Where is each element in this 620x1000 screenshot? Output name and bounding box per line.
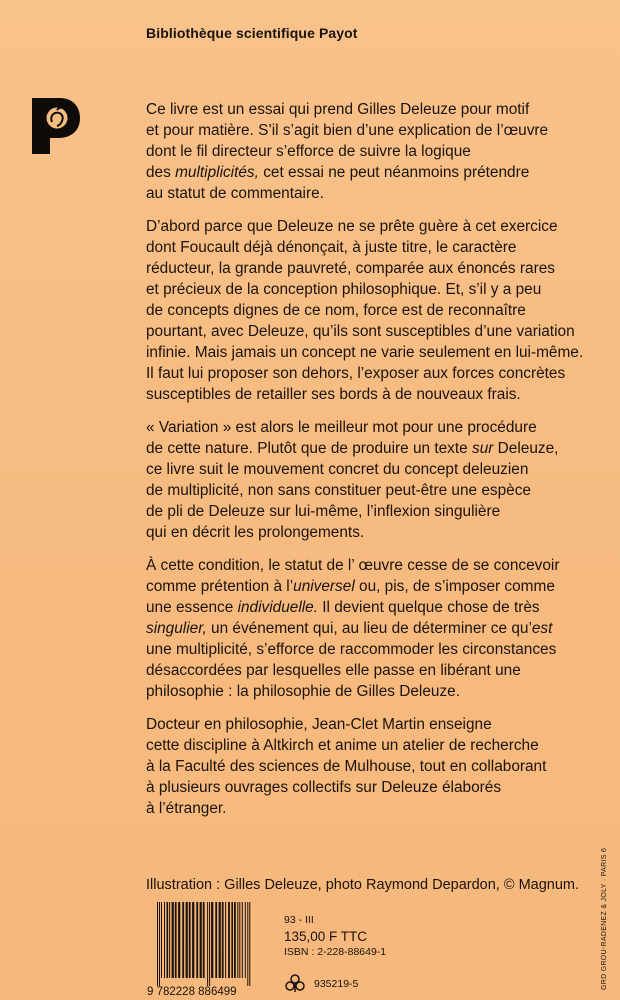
isbn: ISBN : 2-228-88649-1: [284, 946, 387, 958]
italic-text: universel: [293, 578, 355, 595]
text-line: [146, 99, 606, 120]
back-cover-text: [146, 99, 606, 831]
barcode-bar: [182, 902, 184, 978]
barcode-bar: [215, 902, 217, 978]
barcode-bar: [239, 902, 240, 978]
text-line: [146, 597, 606, 618]
text-segment: dont Foucault déjà dénonçait, à juste titre, le caractère: [146, 239, 517, 256]
text-segment: philosophie : la philosophie de Gilles Deleuze.: [146, 683, 460, 700]
text-segment: de multiplicité, non sans constituer peut-être une espèce: [146, 482, 531, 499]
text-segment: À cette condition, le statut de l’ œuvre cesse de se concevoir: [146, 557, 560, 574]
text-segment: une essence: [146, 599, 238, 616]
text-line: [146, 501, 606, 522]
text-segment: et pour matière. S’il s’agit bien d’une explication de l’œuvre: [146, 122, 549, 139]
text-line: [146, 681, 606, 702]
text-segment: une multiplicité, s’efforce de raccommoder les circonstances: [146, 641, 557, 658]
barcode-bar: [242, 902, 243, 978]
paragraph: [146, 216, 606, 405]
text-segment: réducteur, la grande pauvreté, comparée aux énoncés rares: [146, 260, 555, 277]
barcode-bar: [222, 902, 224, 978]
text-segment: à la Faculté des sciences de Mulhouse, tout en collaborant: [146, 758, 547, 775]
classification-code: 93 - III: [284, 914, 314, 926]
text-line: [146, 162, 606, 183]
text-segment: au statut de commentaire.: [146, 185, 324, 202]
publisher-emblem-icon: [284, 973, 306, 993]
text-line: [146, 576, 606, 597]
text-segment: de cette nature. Plutôt que de produire un texte: [146, 440, 472, 457]
barcode-bar: [247, 902, 248, 986]
text-segment: Deleuze,: [493, 440, 559, 457]
text-segment: à plusieurs ouvrages collectifs sur Deleuze élaborés: [146, 779, 502, 796]
barcode-number: 9 782228 886499: [147, 986, 237, 998]
text-line: [146, 183, 606, 204]
barcode-bar: [211, 902, 213, 978]
price-block: [284, 913, 386, 960]
barcode-bar: [196, 902, 198, 978]
barcode-bar: [186, 902, 188, 978]
paragraph: [146, 417, 606, 543]
barcode-bar: [245, 902, 246, 978]
barcode-bar: [203, 902, 205, 978]
text-line: [146, 756, 606, 777]
barcode-bar: [189, 902, 191, 978]
text-line: [146, 660, 606, 681]
text-line: [146, 480, 606, 501]
text-line: [146, 300, 606, 321]
text-segment: cette discipline à Altkirch et anime un atelier de recherche: [146, 737, 539, 754]
payot-p-logo-icon: [28, 96, 82, 156]
barcode-bar: [169, 902, 170, 978]
barcode-bar: [231, 902, 233, 978]
text-line: [146, 417, 606, 438]
illustration-credit: Illustration : Gilles Deleuze, photo Raymond Depardon, © Magnum.: [146, 877, 580, 893]
barcode-bar: [159, 902, 160, 986]
text-segment: ce livre suit le mouvement concret du concept deleuzien: [146, 461, 529, 478]
barcode-bar: [164, 902, 165, 978]
barcode-bar: [157, 902, 158, 986]
text-segment: Docteur en philosophie, Jean-Clet Martin enseigne: [146, 716, 492, 733]
barcode: [145, 902, 273, 998]
paragraph: [146, 99, 606, 204]
text-line: [146, 735, 606, 756]
text-segment: cet essai ne peut néanmoins prétendre: [258, 164, 530, 181]
barcode-bar: [161, 902, 162, 978]
text-segment: qui en décrit les prolongements.: [146, 524, 365, 541]
text-line: [146, 438, 606, 459]
printer-credit: GRD GROU-RADENEZ & JOLY · PARIS 6: [601, 847, 608, 990]
text-segment: à l’étranger.: [146, 800, 227, 817]
text-segment: susceptibles de retailler ses bords à de nouveaux frais.: [146, 386, 521, 403]
barcode-bar: [200, 902, 202, 978]
barcode-bar: [249, 902, 250, 986]
series-title: Bibliothèque scientifique Payot: [146, 25, 358, 41]
text-line: [146, 459, 606, 480]
text-line: [146, 342, 606, 363]
text-segment: Il faut lui proposer son dehors, l’exposer aux forces concrètes: [146, 365, 566, 382]
barcode-bar: [175, 902, 177, 978]
text-line: [146, 777, 606, 798]
text-line: [146, 618, 606, 639]
text-line: [146, 555, 606, 576]
paragraph: [146, 714, 606, 819]
text-line: [146, 384, 606, 405]
text-segment: Ce livre est un essai qui prend Gilles Deleuze pour motif: [146, 101, 530, 118]
text-segment: désaccordées par lesquelles elle passe en libérant une: [146, 662, 521, 679]
text-line: [146, 237, 606, 258]
text-line: [146, 279, 606, 300]
text-segment: et précieux de la conception philosophique. Et, s’il y a peu: [146, 281, 542, 298]
text-segment: D’abord parce que Deleuze ne se prête guère à cet exercice: [146, 218, 558, 235]
barcode-bar: [219, 902, 221, 978]
text-segment: « Variation » est alors le meilleur mot pour une procédure: [146, 419, 537, 436]
barcode-bar: [237, 902, 238, 978]
barcode-bar: [178, 902, 180, 978]
text-segment: des: [146, 164, 176, 181]
text-segment: comme prétention à l’: [146, 578, 294, 595]
text-line: [146, 321, 606, 342]
italic-text: est: [531, 620, 553, 637]
text-line: [146, 714, 606, 735]
italic-text: multiplicités,: [175, 164, 259, 181]
text-line: [146, 141, 606, 162]
barcode-bar: [234, 902, 236, 978]
text-segment: dont le fil directeur s’efforce de suivre la logique: [146, 143, 471, 160]
barcode-bar: [225, 902, 226, 978]
barcode-bar: [228, 902, 230, 978]
paragraph: [146, 555, 606, 702]
text-line: [146, 120, 606, 141]
price: 135,00 F TTC: [284, 929, 368, 944]
text-segment: un événement qui, au lieu de déterminer ce qu’: [206, 620, 532, 637]
barcode-bar: [207, 902, 208, 986]
text-segment: de pli de Deleuze sur lui-même, l’inflexion singulière: [146, 503, 501, 520]
text-segment: de concepts dignes de ce nom, force est de reconnaître: [146, 302, 526, 319]
italic-text: sur: [472, 440, 494, 457]
italic-text: singulier,: [146, 620, 207, 637]
text-segment: Il devient quelque chose de très: [318, 599, 540, 616]
barcode-bar: [192, 902, 194, 978]
barcode-bar: [172, 902, 174, 978]
text-line: [146, 216, 606, 237]
text-line: [146, 639, 606, 660]
barcode-bar: [167, 902, 169, 978]
text-segment: ou, pis, de s’imposer comme: [354, 578, 555, 595]
text-line: [146, 363, 606, 384]
text-line: [146, 258, 606, 279]
text-segment: pourtant, avec Deleuze, qu’ils sont susceptibles d’une variation: [146, 323, 575, 340]
publisher-code: 935219-5: [314, 978, 359, 990]
text-line: [146, 798, 606, 819]
barcode-bar: [209, 902, 210, 986]
italic-text: individuelle.: [237, 599, 318, 616]
text-segment: infinie. Mais jamais un concept ne varie seulement en lui-même.: [146, 344, 584, 361]
text-line: [146, 522, 606, 543]
